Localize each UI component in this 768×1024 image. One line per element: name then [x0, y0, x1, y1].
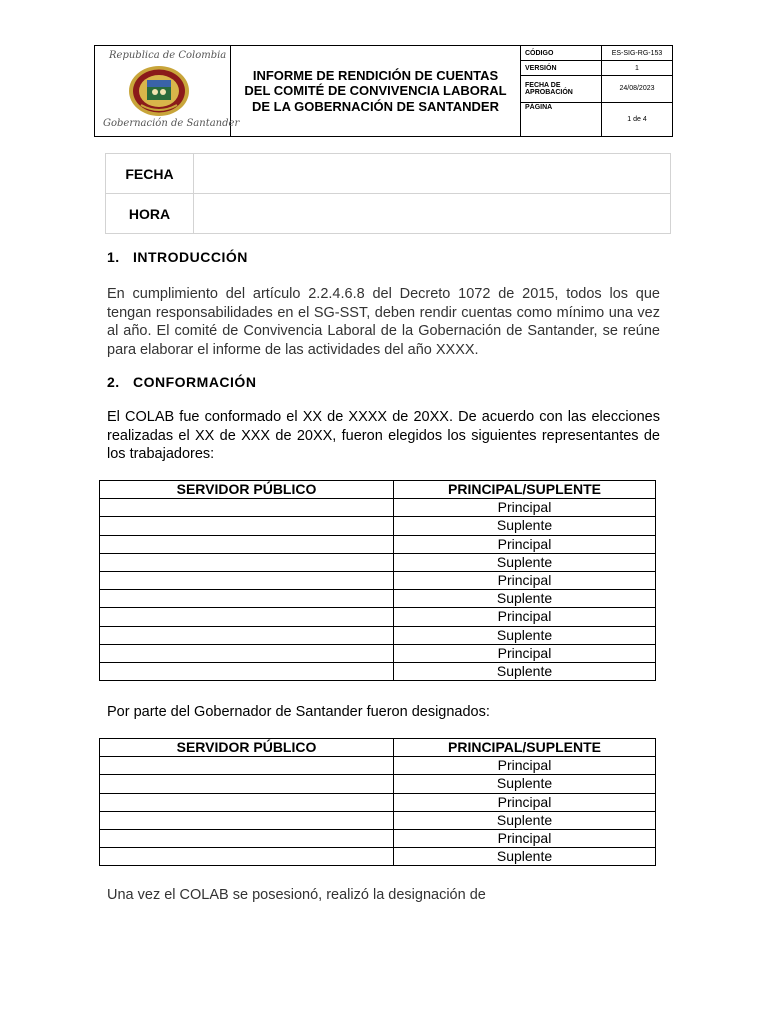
trabajadores-table: [99, 480, 656, 681]
role-cell: Principal: [394, 757, 656, 775]
servidor-cell[interactable]: [100, 793, 394, 811]
section-1-text: En cumplimiento del artículo 2.2.4.6.8 del Decreto 1072 de 2015, todos los que tengan responsabilidades en el SG-SST, deben rendir cuentas como mínimo una vez al año. El comité de Convivencia Laboral de la Gobernación de Santander, se reúne para elaborar el informe de las actividades del año XXXX.: [107, 286, 660, 358]
document-meta-table: [521, 46, 672, 136]
table-row: [100, 517, 656, 535]
servidor-cell[interactable]: [100, 811, 394, 829]
meta-label: FECHA DE APROBACIÓN: [521, 76, 602, 102]
table-row: [100, 590, 656, 608]
table-row: [100, 775, 656, 793]
role-cell: Suplente: [394, 517, 656, 535]
table-row: [100, 535, 656, 553]
servidor-cell[interactable]: [100, 848, 394, 866]
section-number: 2.: [107, 374, 120, 390]
section-title: CONFORMACIÓN: [133, 374, 257, 390]
table-header-row: [100, 481, 656, 499]
servidor-cell[interactable]: [100, 572, 394, 590]
role-cell: Suplente: [394, 775, 656, 793]
role-cell: Suplente: [394, 663, 656, 681]
document-header: [94, 45, 673, 137]
role-cell: Principal: [394, 608, 656, 626]
role-cell: Principal: [394, 830, 656, 848]
table-row: [100, 572, 656, 590]
servidor-cell[interactable]: [100, 663, 394, 681]
section-2-text: El COLAB fue conformado el XX de XXXX de 20XX. De acuerdo con las elecciones realizadas el XX de XXX de 20XX, fueron elegidos los siguientes representantes de los trabajadores:: [107, 409, 660, 462]
column-header: SERVIDOR PÚBLICO: [100, 739, 394, 757]
gobernacion-seal-icon: [128, 65, 190, 117]
servidor-cell[interactable]: [100, 775, 394, 793]
column-header: SERVIDOR PÚBLICO: [100, 481, 394, 499]
fecha-hora-table: [105, 153, 671, 234]
section-2-heading: [107, 374, 256, 390]
table-row: [100, 830, 656, 848]
meta-row-codigo: [521, 46, 672, 61]
role-cell: Suplente: [394, 848, 656, 866]
servidor-cell[interactable]: [100, 535, 394, 553]
servidor-cell[interactable]: [100, 757, 394, 775]
meta-row-version: [521, 61, 672, 76]
table-row: [100, 499, 656, 517]
role-cell: Suplente: [394, 811, 656, 829]
role-cell: Principal: [394, 499, 656, 517]
role-cell: Principal: [394, 535, 656, 553]
designados-text: Por parte del Gobernador de Santander fueron designados:: [107, 704, 490, 720]
logo-top-text: Republica de Colombia: [109, 50, 227, 61]
table-row: [100, 608, 656, 626]
section-number: 1.: [107, 249, 120, 265]
meta-value: 1: [602, 61, 673, 76]
meta-label: PÁGINA: [521, 102, 602, 136]
hora-field[interactable]: [194, 194, 671, 234]
table-row: [100, 757, 656, 775]
table-header-row: [100, 739, 656, 757]
logo-cell: [95, 46, 240, 136]
section-1-heading: [107, 249, 248, 265]
closing-text: Una vez el COLAB se posesionó, realizó la designación de: [107, 887, 486, 903]
table-row: [100, 663, 656, 681]
meta-value: 24/08/2023: [602, 76, 673, 102]
table-row: [100, 644, 656, 662]
servidor-cell[interactable]: [100, 517, 394, 535]
meta-value: ES-SIG-RG-153: [602, 46, 673, 61]
role-cell: Principal: [394, 644, 656, 662]
servidor-cell[interactable]: [100, 590, 394, 608]
meta-value: 1 de 4: [602, 102, 673, 136]
section-title: INTRODUCCIÓN: [133, 249, 248, 265]
meta-label: VERSIÓN: [521, 61, 602, 76]
role-cell: Suplente: [394, 590, 656, 608]
servidor-cell[interactable]: [100, 830, 394, 848]
table-row: [100, 626, 656, 644]
meta-row-pagina: [521, 102, 672, 136]
role-cell: Principal: [394, 572, 656, 590]
logo-bottom-text: Gobernación de Santander: [103, 118, 240, 129]
role-cell: Principal: [394, 793, 656, 811]
table-row: [100, 848, 656, 866]
fecha-field[interactable]: [194, 154, 671, 194]
column-header: PRINCIPAL/SUPLENTE: [394, 739, 656, 757]
servidor-cell[interactable]: [100, 499, 394, 517]
table-row: [100, 553, 656, 571]
meta-label: CÓDIGO: [521, 46, 602, 61]
servidor-cell[interactable]: [100, 626, 394, 644]
servidor-cell[interactable]: [100, 644, 394, 662]
servidor-cell[interactable]: [100, 553, 394, 571]
role-cell: Suplente: [394, 626, 656, 644]
column-header: PRINCIPAL/SUPLENTE: [394, 481, 656, 499]
fecha-label: FECHA: [106, 154, 194, 194]
hora-row: [106, 194, 671, 234]
servidor-cell[interactable]: [100, 608, 394, 626]
designados-table: [99, 738, 656, 866]
table-row: [100, 811, 656, 829]
table-row: [100, 793, 656, 811]
meta-row-fecha: [521, 76, 672, 102]
hora-label: HORA: [106, 194, 194, 234]
document-title: INFORME DE RENDICIÓN DE CUENTAS DEL COMITÉ DE CONVIVENCIA LABORAL DE LA GOBERNACIÓN DE SANTANDER: [231, 46, 521, 136]
role-cell: Suplente: [394, 553, 656, 571]
fecha-row: [106, 154, 671, 194]
